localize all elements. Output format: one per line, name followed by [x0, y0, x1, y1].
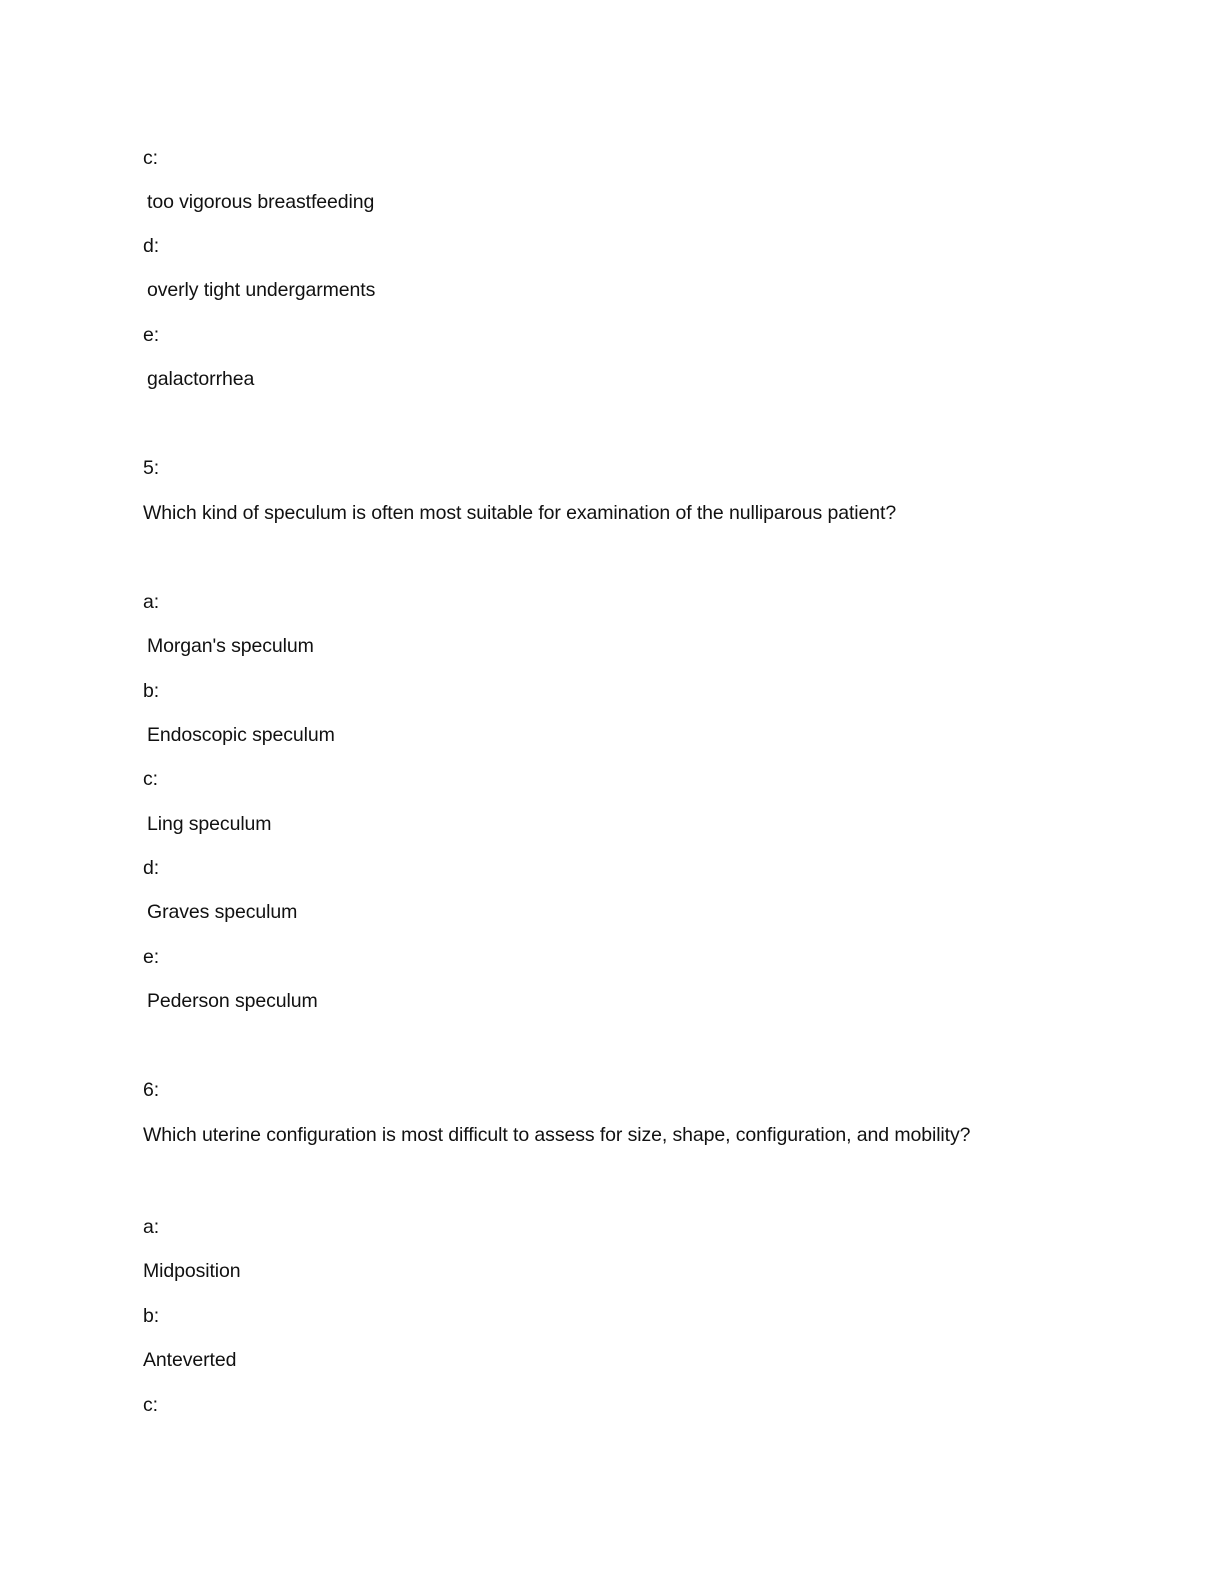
option-text: Morgan's speculum	[147, 635, 314, 657]
option-label: e:	[143, 946, 160, 968]
option-text-c: too vigorous breastfeeding	[147, 191, 375, 213]
option-text: Graves speculum	[147, 901, 298, 923]
option-label: b:	[143, 1305, 160, 1327]
option-text: Endoscopic speculum	[147, 724, 335, 746]
option-text: Midposition	[143, 1260, 241, 1282]
question-text: Which uterine configuration is most difficult to assess for size, shape, configuration, and mobility?	[143, 1124, 971, 1146]
option-text: Ling speculum	[147, 813, 272, 835]
option-label-e: e:	[143, 324, 160, 346]
option-text: Anteverted	[143, 1349, 237, 1371]
option-label: d:	[143, 857, 160, 879]
question-number: 6:	[143, 1079, 160, 1101]
option-text: Pederson speculum	[147, 990, 318, 1012]
question-text: Which kind of speculum is often most suitable for examination of the nulliparous patient?	[143, 502, 897, 524]
question-number: 5:	[143, 457, 160, 479]
option-label-c: c:	[143, 147, 158, 169]
option-label: c:	[143, 1394, 158, 1416]
option-label: b:	[143, 680, 160, 702]
option-text-d: overly tight undergarments	[147, 279, 376, 301]
option-label: c:	[143, 768, 158, 790]
option-label: a:	[143, 1216, 160, 1238]
option-label-d: d:	[143, 235, 160, 257]
option-text-e: galactorrhea	[147, 368, 255, 390]
option-label: a:	[143, 591, 160, 613]
